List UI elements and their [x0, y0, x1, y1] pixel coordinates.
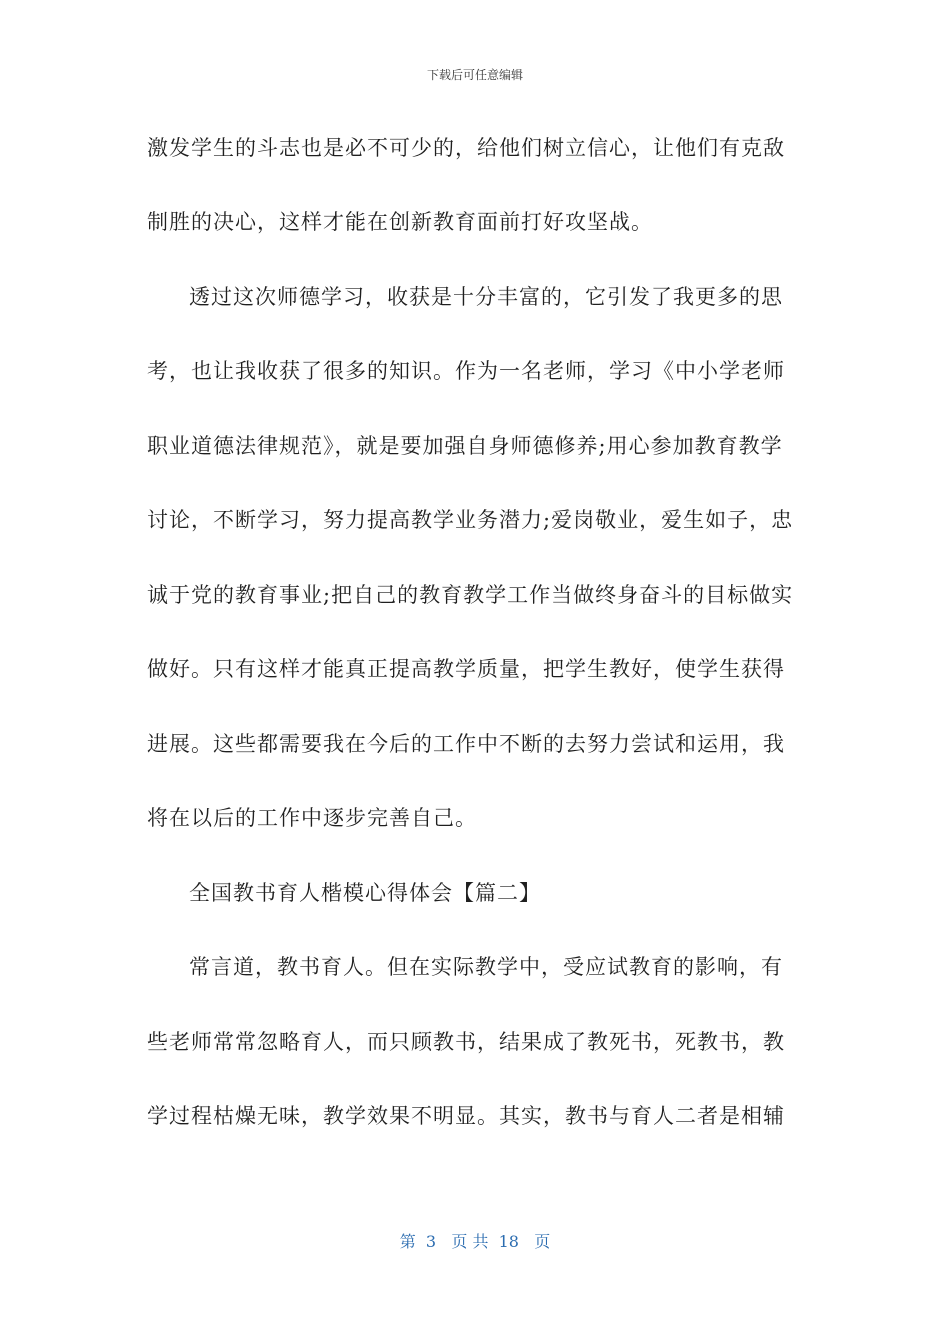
paragraph-line: 常言道，教书育人。但在实际教学中，受应试教育的影响，有	[189, 955, 783, 979]
paragraph-line: 制胜的决心，这样才能在创新教育面前打好攻坚战。	[147, 210, 653, 234]
paragraph-line: 激发学生的斗志也是必不可少的，给他们树立信心，让他们有克敌	[147, 136, 785, 160]
paragraph-line: 透过这次师德学习，收获是十分丰富的，它引发了我更多的思	[189, 285, 783, 309]
paragraph-line: 学过程枯燥无味，教学效果不明显。其实，教书与育人二者是相辅	[147, 1104, 785, 1128]
section-heading: 全国教书育人楷模心得体会【篇二】	[189, 881, 541, 905]
paragraph-line: 将在以后的工作中逐步完善自己。	[147, 806, 477, 830]
paragraph-line: 做好。只有这样才能真正提高教学质量，把学生教好，使学生获得	[147, 657, 785, 681]
paragraph-line: 讨论，不断学习，努力提高教学业务潜力;爱岗敬业，爱生如子，忠	[147, 508, 794, 532]
download-note: 下载后可任意编辑	[426, 68, 523, 82]
page-number: 第 3 页 共 18 页	[399, 1232, 551, 1251]
paragraph-line: 职业道德法律规范》，就是要加强自身师德修养;用心参加教育教学	[147, 434, 783, 458]
paragraph-line: 考，也让我收获了很多的知识。作为一名老师，学习《中小学老师	[147, 359, 785, 383]
paragraph-line: 些老师常常忽略育人，而只顾教书，结果成了教死书，死教书，教	[147, 1030, 785, 1054]
paragraph-line: 进展。这些都需要我在今后的工作中不断的去努力尝试和运用，我	[147, 732, 785, 756]
paragraph-line: 诚于党的教育事业;把自己的教育教学工作当做终身奋斗的目标做实	[147, 583, 794, 607]
